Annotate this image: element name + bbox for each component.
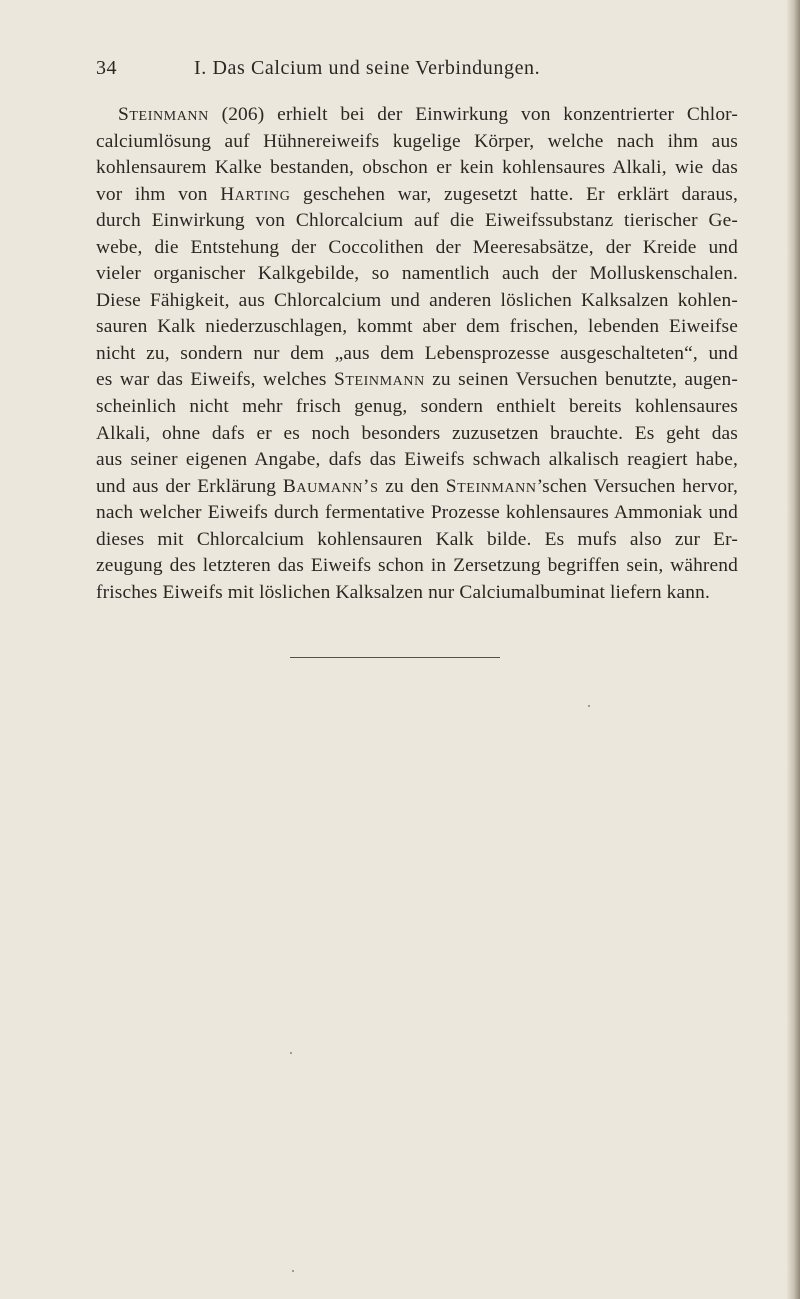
text-run: ’schen Versuchen hervor, (536, 475, 739, 497)
text-run: (206) erhielt bei der Einwirkung von konzentrierter Chlor- (208, 104, 738, 125)
text-line (96, 288, 738, 315)
text-line (96, 129, 738, 156)
text-run: Diese Fähigkeit, aus Chlorcalcium und anderen löslichen Kalksalzen kohlen- (96, 289, 738, 311)
page-number: 34 (96, 57, 117, 79)
paragraph (96, 102, 738, 606)
text-line (96, 102, 738, 129)
text-run: Alkali, ohne dafs er es noch besonders zuzusetzen brauchte. Es geht das (96, 422, 738, 444)
text-line (96, 235, 738, 262)
text-line (96, 208, 738, 235)
text-line (96, 341, 738, 368)
text-run: zu den (378, 475, 446, 497)
text-line (96, 314, 738, 341)
text-run: dieses mit Chlorcalcium kohlensauren Kalk bilde. Es mufs also zur Er- (96, 528, 738, 550)
running-head (96, 57, 736, 85)
text-line (96, 527, 738, 554)
text-run: durch Einwirkung von Chlorcalcium auf die Eiweifssubstanz tierischer Ge- (96, 210, 738, 232)
text-line (96, 553, 738, 580)
text-run: aus seiner eigenen Angabe, dafs das Eiweifs schwach alkalisch reagiert habe, (96, 449, 738, 471)
text-run: sauren Kalk niederzuschlagen, kommt aber dem frischen, lebenden Eiweifse (96, 316, 738, 338)
text-line (96, 394, 738, 421)
text-run: geschehen war, zugesetzt hatte. Er erklärt daraus, (290, 183, 738, 205)
author-name: Harting (220, 183, 291, 205)
paper-speck (290, 1052, 292, 1054)
text-line (96, 421, 738, 448)
author-name: Steinmann (445, 475, 537, 497)
text-run: es war das Eiweifs, welches (96, 369, 334, 391)
text-run: vieler organischer Kalkgebilde, so namentlich auch der Molluskenschalen. (96, 263, 738, 285)
author-name: Baumann’s (282, 475, 379, 497)
paper-speck (292, 1270, 294, 1272)
text-run: nicht zu, sondern nur dem „aus dem Lebensprozesse ausgeschalteten“, und (96, 342, 738, 364)
paper-speck (588, 705, 590, 707)
text-line (96, 447, 738, 474)
end-rule (290, 657, 500, 658)
text-run: scheinlich nicht mehr frisch genug, sondern enthielt bereits kohlensaures (96, 396, 738, 418)
text-line (96, 474, 738, 501)
page-edge-shadow (786, 0, 800, 1299)
text-run: vor ihm von (96, 183, 221, 205)
text-run: kohlensaurem Kalke bestanden, obschon er kein kohlensaures Alkali, wie das (96, 157, 738, 179)
text-run: nach welcher Eiweifs durch fermentative Prozesse kohlensaures Ammoniak und (96, 502, 738, 524)
text-run: calciumlösung auf Hühnereiweifs kugelige Körper, welche nach ihm aus (96, 130, 738, 152)
text-run: zeugung des letzteren das Eiweifs schon in Zersetzung begriffen sein, während (96, 555, 738, 577)
text-line (96, 155, 738, 182)
text-line (96, 500, 738, 527)
text-run: und aus der Erklärung (96, 475, 283, 497)
author-name: Steinmann (118, 104, 209, 125)
text-line (96, 580, 738, 607)
text-line (96, 261, 738, 288)
chapter-title: I. Das Calcium und seine Verbindungen. (194, 57, 541, 79)
text-run: webe, die Entstehung der Coccolithen der Meeresabsätze, der Kreide und (96, 236, 738, 258)
text-run: zu seinen Versuchen benutzte, augen- (424, 369, 738, 391)
text-run: frisches Eiweifs mit löslichen Kalksalzen nur Calciumalbuminat liefern kann. (96, 581, 710, 603)
author-name: Steinmann (333, 369, 425, 391)
text-line (96, 182, 738, 209)
text-line (96, 367, 738, 394)
